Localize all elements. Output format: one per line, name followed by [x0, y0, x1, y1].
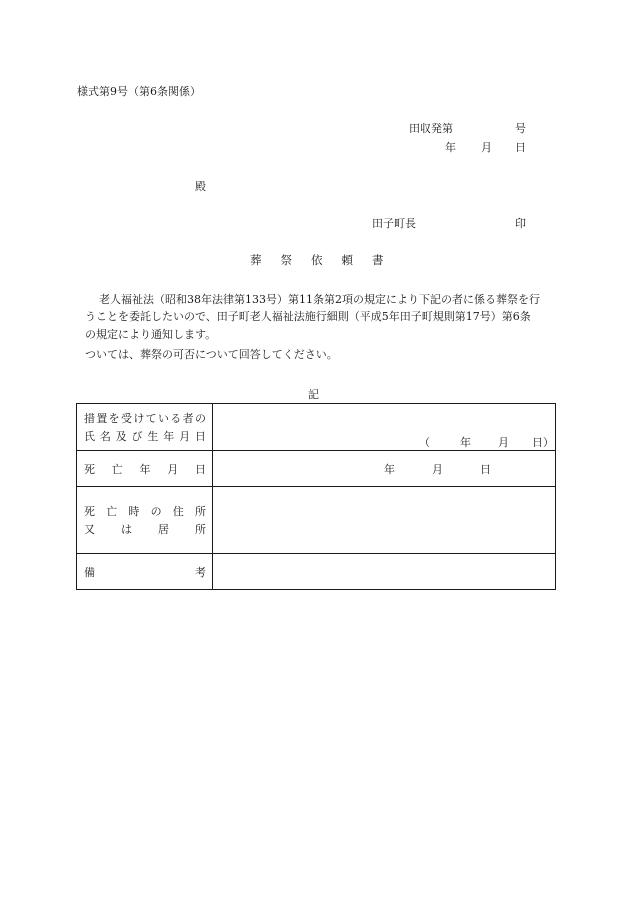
death-year-label: 年: [384, 463, 395, 476]
value-cell-subject[interactable]: [213, 404, 556, 451]
birthdate-day-close-label: 日）: [532, 436, 554, 449]
document-title: 葬祭依頼書: [250, 253, 403, 267]
value-cell-address[interactable]: [213, 487, 556, 554]
label-cell-death-date: [77, 451, 213, 487]
label-death-date: 死 亡 年 月 日: [84, 463, 206, 476]
value-cell-remarks[interactable]: [213, 554, 556, 590]
addressee-honorific: 殿: [195, 180, 206, 193]
label-address-line1: 死 亡 時 の 住 所: [84, 505, 206, 518]
label-cell-address: [77, 487, 213, 554]
issuer-name: 田子町長: [372, 217, 416, 230]
table-row-address: [77, 487, 556, 554]
birthdate-year-label: 年: [460, 436, 471, 449]
label-remarks: 備 考: [84, 566, 206, 579]
label-cell-subject-name-birthdate: [77, 404, 213, 451]
label-subject-line2: 氏 名 及 び 生 年 月 日: [84, 430, 206, 443]
value-cell-death-date[interactable]: [213, 451, 556, 487]
body-text-line: の規定により通知します。: [85, 328, 217, 341]
label-subject-line1: 措 置 を 受 け て い る 者 の: [84, 412, 206, 425]
form-number: 様式第9号（第6条関係）: [77, 85, 201, 98]
death-day-label: 日: [480, 463, 491, 476]
label-address-line2: 又 は 居 所: [84, 523, 206, 536]
table-row-death-date: [77, 451, 556, 487]
date-day-label: 日: [515, 141, 526, 154]
date-month-label: 月: [481, 141, 492, 154]
record-heading: 記: [308, 388, 319, 401]
body-text-line: 老人福祉法（昭和38年法律第133号）第11条第2項の規定により下記の者に係る葬祭を行: [99, 293, 540, 306]
table-row-remarks: [77, 554, 556, 590]
record-table: [76, 403, 556, 590]
document-number-label: 田収発第: [409, 122, 453, 135]
birthdate-paren-open: （: [419, 436, 430, 449]
label-cell-remarks: [77, 554, 213, 590]
birthdate-month-label: 月: [498, 436, 509, 449]
table-row-subject: [77, 404, 556, 451]
body-text-line: ついては、葬祭の可否について回答してください。: [85, 348, 338, 361]
date-year-label: 年: [445, 141, 456, 154]
body-text-line: うことを委託したいので、田子町老人福祉法施行細則（平成5年田子町規則第17号）第6条: [85, 310, 531, 323]
seal-mark: 印: [515, 217, 526, 230]
document-number-suffix: 号: [515, 122, 526, 135]
death-month-label: 月: [432, 463, 443, 476]
